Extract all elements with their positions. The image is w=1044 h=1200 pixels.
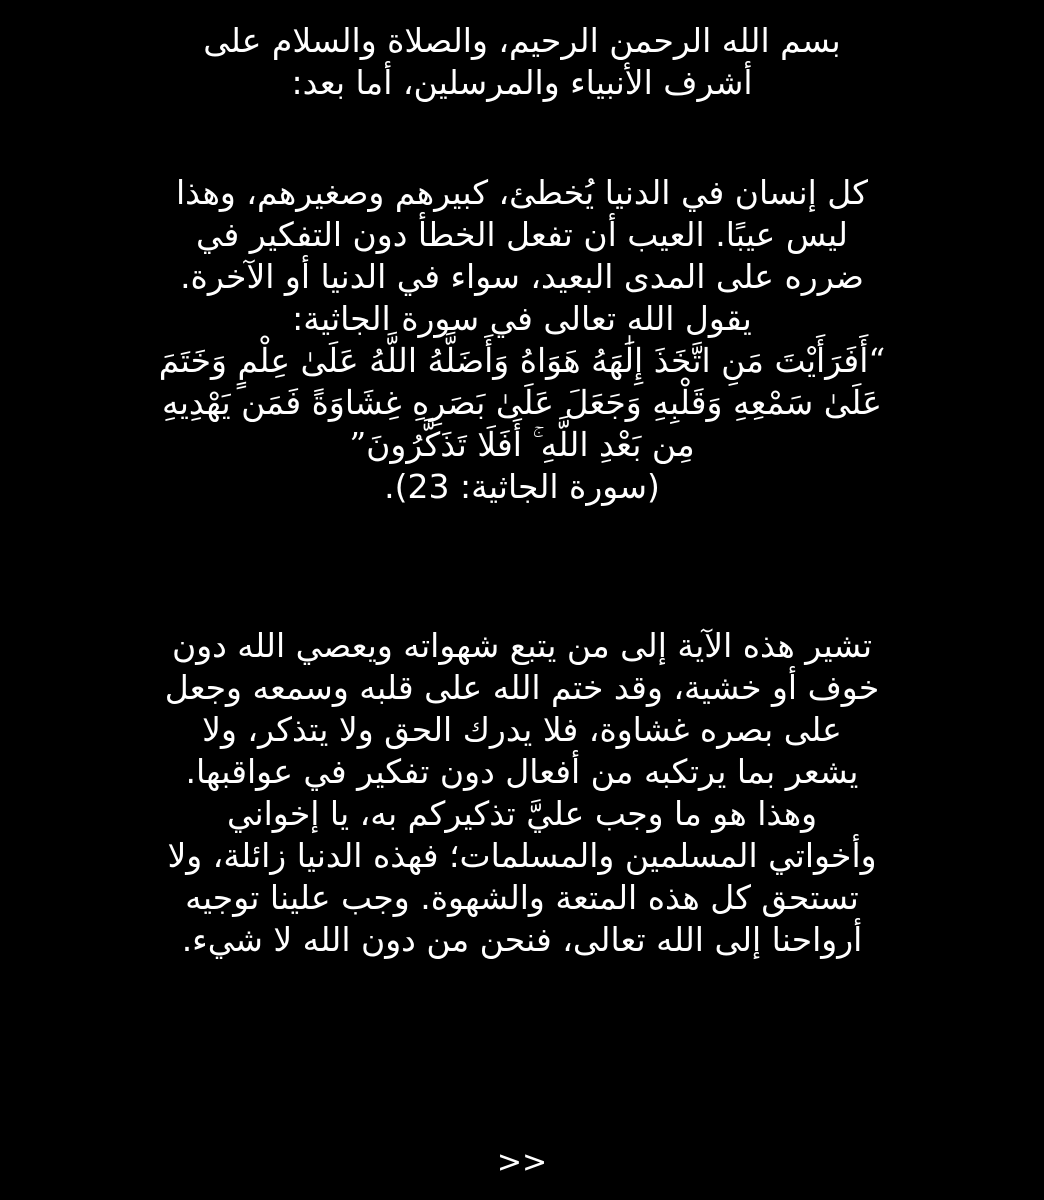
paragraph-line: يشعر بما يرتكبه من أفعال دون تفكير في عواقبها. <box>185 752 859 791</box>
paragraph-line: أرواحنا إلى الله تعالى، فنحن من دون الله لا شيء. <box>181 920 863 959</box>
paragraph-one <box>100 172 944 508</box>
paragraph-line: كل إنسان في الدنيا يُخطئ، كبيرهم وصغيرهم، وهذا <box>175 173 869 212</box>
intro-line: أشرف الأنبياء والمرسلين، أما بعد: <box>291 63 753 102</box>
paragraph-line: ضرره على المدى البعيد، سواء في الدنيا أو الآخرة. <box>180 257 864 296</box>
intro-paragraph <box>100 20 944 104</box>
quran-verse-line: “أَفَرَأَيْتَ مَنِ اتَّخَذَ إِلَٰهَهُ هَوَاهُ وَأَضَلَّهُ اللَّهُ عَلَىٰ عِلْمٍ وَخَتَمَ <box>158 341 886 380</box>
intro-line: بسم الله الرحمن الرحيم، والصلاة والسلام على <box>203 21 841 60</box>
paragraph-line: وأخواتي المسلمين والمسلمات؛ فهذه الدنيا زائلة، ولا <box>167 836 877 875</box>
quran-verse-line: عَلَىٰ سَمْعِهِ وَقَلْبِهِ وَجَعَلَ عَلَىٰ بَصَرِهِ غِشَاوَةً فَمَن يَهْدِيهِ <box>162 383 882 422</box>
paragraph-line: تستحق كل هذه المتعة والشهوة. وجب علينا توجيه <box>185 878 859 917</box>
paragraph-line: وهذا هو ما وجب عليَّ تذكيركم به، يا إخواني <box>226 794 818 833</box>
paragraph-line: يقول الله تعالى في سورة الجاثية: <box>292 299 752 338</box>
paragraph-line: خوف أو خشية، وقد ختم الله على قلبه وسمعه وجعل <box>164 668 880 707</box>
next-page-arrow[interactable]: >> <box>496 1145 548 1180</box>
paragraph-two <box>100 625 944 961</box>
paragraph-line: تشير هذه الآية إلى من يتبع شهواته ويعصي الله دون <box>171 626 873 665</box>
quran-verse-line: مِن بَعْدِ اللَّهِ ۚ أَفَلَا تَذَكَّرُونَ” <box>349 425 695 464</box>
verse-reference: (سورة الجاثية: 23). <box>384 467 660 506</box>
paragraph-line: ليس عيبًا. العيب أن تفعل الخطأ دون التفكير في <box>196 215 848 254</box>
paragraph-line: على بصره غشاوة، فلا يدرك الحق ولا يتذكر، ولا <box>202 710 842 749</box>
